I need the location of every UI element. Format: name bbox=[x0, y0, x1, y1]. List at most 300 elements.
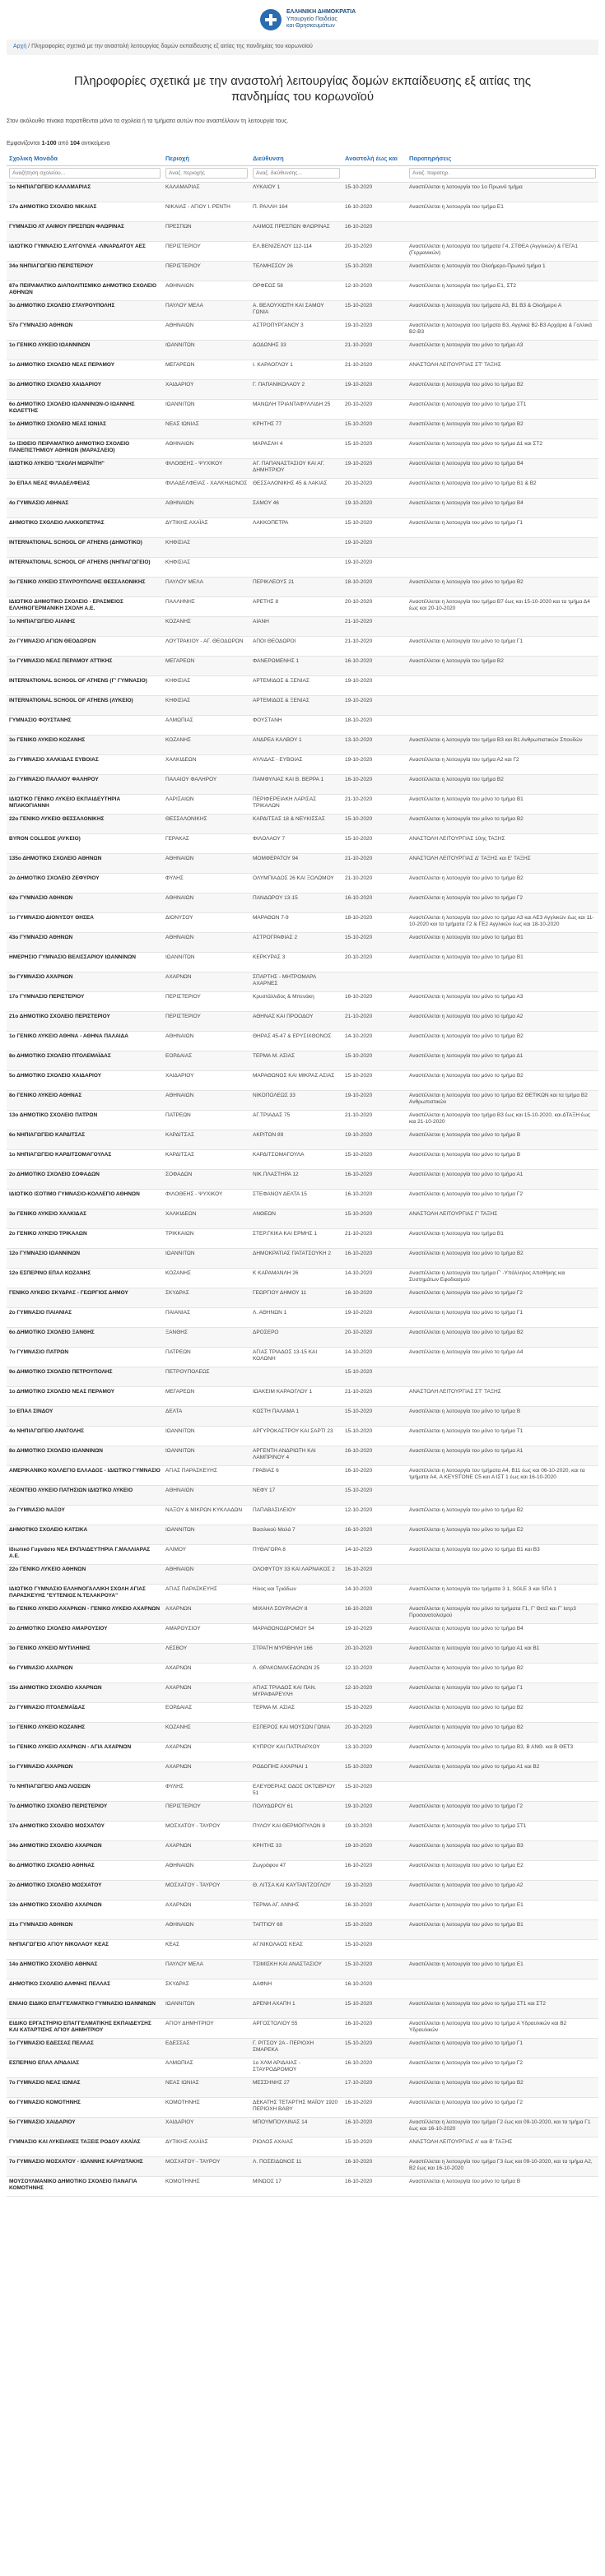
area-cell: ΧΑΙΔΑΡΙΟΥ bbox=[163, 379, 250, 399]
suspension-date-cell: 16-10-2020 bbox=[342, 1979, 407, 1998]
suspension-date-cell: 15-10-2020 bbox=[342, 1702, 407, 1722]
school-name-cell: ΕΙΔΙΚΟ ΕΡΓΑΣΤΗΡΙΟ ΕΠΑΓΓΕΛΜΑΤΙΚΗΣ ΕΚΠΑΙΔΕΥΣΗΣ ΚΑΙ ΚΑΤΑΡΤΙΣΗΣ ΑΓΙΟΥ ΔΗΜΗΤΡΙΟΥ bbox=[7, 2018, 163, 2038]
notes-cell: Αναστέλλεται η λειτουργία του μόνο το τμήμα Β4 bbox=[407, 458, 598, 478]
table-row bbox=[7, 794, 598, 814]
suspension-date-cell: 19-10-2020 bbox=[342, 1801, 407, 1821]
school-name-cell: 2ο ΓΥΜΝΑΣΙΟ ΧΑΛΚΙΔΑΣ ΕΥΒΟΙΑΣ bbox=[7, 754, 163, 774]
notes-cell: Αναστέλλεται η λειτουργία του τμήμα Γ2 έως και 09-10-2020, και τα τμήμα Γ1 έως και 16-10-2020 bbox=[407, 2117, 598, 2137]
suspension-date-cell: 17-10-2020 bbox=[342, 2077, 407, 2097]
notes-cell: Αναστέλλεται η λειτουργία του μόνο το τμήμα Α1 και Β2 bbox=[407, 1761, 598, 1781]
notes-cell: Αναστέλλεται η λειτουργία του μόνο το τμήμα Β2 bbox=[407, 577, 598, 596]
address-cell: ΠΥΛΟΥ ΚΑΙ ΘΕΡΜΟΠΥΛΩΝ 8 bbox=[250, 1821, 342, 1840]
notes-cell: ΑΝΑΣΤΟΛΗ ΛΕΙΤΟΥΡΓΙΑΣ Γ' ΤΑΞΗΣ bbox=[407, 1209, 598, 1228]
notes-cell: Αναστέλλεται η λειτουργία του μόνο το τμήμα Γ2 bbox=[407, 893, 598, 912]
address-cell: ΑΓ.ΤΡΙΑΔΑΣ 75 bbox=[250, 1110, 342, 1130]
address-cell: ΤΕΛΜΗΣΣΟΥ 26 bbox=[250, 261, 342, 281]
notes-cell bbox=[407, 972, 598, 991]
school-name-cell: 1ο ΙΣΙΘΕΙΟ ΠΕΙΡΑΜΑΤΙΚΟ ΔΗΜΟΤΙΚΟ ΣΧΟΛΕΙΟ ΠΑΝΕΠΙΣΤΗΜΙΟΥ ΑΘΗΝΩΝ (ΜΑΡΑΣΛΕΙΟ) bbox=[7, 439, 163, 458]
school-name-cell: 7ο ΓΥΜΝΑΣΙΟ ΠΑΤΡΩΝ bbox=[7, 1347, 163, 1367]
school-name-cell: ΕΝΙΑΙΟ ΕΙΔΙΚΟ ΕΠΑΓΓΕΛΜΑΤΙΚΟ ΓΥΜΝΑΣΙΟ ΙΩΑΝΝΙΝΩΝ bbox=[7, 1998, 163, 2018]
school-name-cell: 3ο ΓΕΝΙΚΟ ΛΥΚΕΙΟ ΜΥΤΙΛΗΝΗΣ bbox=[7, 1643, 163, 1663]
table-row bbox=[7, 1900, 598, 1919]
table-row bbox=[7, 300, 598, 320]
school-name-cell: ΙΔΙΩΤΙΚΟ ΓΥΜΝΑΣΙΟ ΕΛΛΗΝΟΓΑΛΛΙΚΗ ΣΧΟΛΗ ΑΓΙΑΣ ΠΑΡΑΣΚΕΥΗΣ "ΕΥΤΕΝΙΟΣ Ν.ΤΕΛΑΚΡΟΥΑ" bbox=[7, 1584, 163, 1604]
school-name-cell: ΓΥΜΝΑΣΙΟ ΚΑΙ ΛΥΚΕΙΑΚΕΣ ΤΑΞΕΙΣ ΡΟΔΟΥ ΑΧΑΪΑΣ bbox=[7, 2137, 163, 2156]
suspension-date-cell: 21-10-2020 bbox=[342, 1110, 407, 1130]
notes-cell bbox=[407, 1939, 598, 1959]
column-header-school[interactable]: Σχολική Μονάδα bbox=[7, 152, 163, 165]
column-header-address[interactable]: Διεύθυνση bbox=[250, 152, 342, 165]
notes-cell: Αναστέλλεται η λειτουργία του μόνο το τμήμα Β2 bbox=[407, 814, 598, 833]
area-cell: ΑΧΑΡΝΩΝ bbox=[163, 1900, 250, 1919]
address-cell: ΜΑΡΑΣΛΗ 4 bbox=[250, 439, 342, 458]
table-row bbox=[7, 340, 598, 360]
school-name-cell: 8ο ΔΗΜΟΤΙΚΟ ΣΧΟΛΕΙΟ ΙΩΑΝΝΙΝΩΝ bbox=[7, 1446, 163, 1465]
area-cell: ΘΕΣΣΑΛΟΝΙΚΗΣ bbox=[163, 814, 250, 833]
school-name-cell: 1ο ΓΕΝΙΚΟ ΛΥΚΕΙΟ ΚΟΖΑΝΗΣ bbox=[7, 1722, 163, 1742]
suspension-date-cell: 19-10-2020 bbox=[342, 1821, 407, 1840]
address-cell: ΠΟΛΥΔΩΡΟΥ 61 bbox=[250, 1801, 342, 1821]
address-cell: ΚΡΗΤΗΣ 77 bbox=[250, 419, 342, 439]
area-cell: ΦΥΛΗΣ bbox=[163, 1781, 250, 1801]
table-row bbox=[7, 221, 598, 241]
suspension-date-cell: 15-10-2020 bbox=[342, 1781, 407, 1801]
area-cell: ΠΑΤΡΕΩΝ bbox=[163, 1347, 250, 1367]
table-row bbox=[7, 2018, 598, 2038]
notes-cell bbox=[407, 1564, 598, 1584]
suspension-date-cell: 16-10-2020 bbox=[342, 2117, 407, 2137]
suspension-date-cell: 15-10-2020 bbox=[342, 518, 407, 537]
notes-cell: ΑΝΑΣΤΟΛΗ ΛΕΙΤΟΥΡΓΙΑΣ ΣΤ' ΤΑΞΗΣ bbox=[407, 1386, 598, 1406]
table-row bbox=[7, 814, 598, 833]
table-row bbox=[7, 952, 598, 972]
school-name-cell: 13ο ΔΗΜΟΤΙΚΟ ΣΧΟΛΕΙΟ ΠΑΤΡΩΝ bbox=[7, 1110, 163, 1130]
notes-cell: Αναστέλλεται η λειτουργία του μόνο το τμήμα Β bbox=[407, 1406, 598, 1426]
count-suffix: αντικείμενα bbox=[81, 140, 110, 146]
address-cell: 1ο ΧΛΜ ΑΡΙΔΑΙΑΣ - ΣΤΑΥΡΟΔΡΟΜΟΥ bbox=[250, 2058, 342, 2077]
address-cell: ΝΙΚ.ΠΛΑΣΤΗΡΑ 12 bbox=[250, 1169, 342, 1189]
suspension-date-cell: 19-10-2020 bbox=[342, 1840, 407, 1860]
suspension-date-cell: 15-10-2020 bbox=[342, 1919, 407, 1939]
area-cell: ΙΩΑΝΝΙΤΩΝ bbox=[163, 1248, 250, 1268]
notes-cell: Αναστέλλεται η λειτουργία του μόνο το τμήμα Β2 bbox=[407, 1070, 598, 1090]
table-row bbox=[7, 1307, 598, 1327]
table-row bbox=[7, 1347, 598, 1367]
suspension-date-cell: 19-10-2020 bbox=[342, 458, 407, 478]
notes-cell: Αναστέλλεται η λειτουργία του μόνο το τμήμα Α1 bbox=[407, 1169, 598, 1189]
table-row bbox=[7, 1110, 598, 1130]
notes-cell: Αναστέλλεται η λειτουργία του μόνο το τμήμα Β2 bbox=[407, 1722, 598, 1742]
area-cell: ΑΘΗΝΑΙΩΝ bbox=[163, 1564, 250, 1584]
area-cell: ΑΘΗΝΑΙΩΝ bbox=[163, 1031, 250, 1051]
table-row bbox=[7, 1742, 598, 1761]
notes-cell: Αναστέλλεται η λειτουργία του μόνο το τμήμα Δ1 bbox=[407, 1051, 598, 1070]
suspension-date-cell: 19-10-2020 bbox=[342, 537, 407, 557]
school-name-cell: 3ο ΔΗΜΟΤΙΚΟ ΣΧΟΛΕΙΟ ΣΤΑΥΡΟΥΠΟΛΗΣ bbox=[7, 300, 163, 320]
address-cell: ΡΙΟΛΟΣ ΑΧΑΙΑΣ bbox=[250, 2137, 342, 2156]
table-row bbox=[7, 1939, 598, 1959]
suspension-date-cell: 16-10-2020 bbox=[342, 202, 407, 221]
area-cell: ΚΟΖΑΝΗΣ bbox=[163, 616, 250, 636]
area-cell: ΛΑΡΙΣΑΙΩΝ bbox=[163, 794, 250, 814]
address-cell: Γ. ΡΙΤΣΟΥ 2Α - ΠΕΡΙΟΧΗ ΣΜΑΡΕΚΑ bbox=[250, 2038, 342, 2058]
table-row bbox=[7, 754, 598, 774]
address-cell: ΦΙΛΟΛΑΟΥ 7 bbox=[250, 833, 342, 853]
suspension-date-cell: 21-10-2020 bbox=[342, 1228, 407, 1248]
suspension-date-cell: 14-10-2020 bbox=[342, 1544, 407, 1564]
area-cell: ΑΘΗΝΑΙΩΝ bbox=[163, 853, 250, 873]
area-cell: ΠΑΙΑΝΙΑΣ bbox=[163, 1307, 250, 1327]
table-row bbox=[7, 1367, 598, 1386]
school-filter-input[interactable] bbox=[9, 168, 161, 179]
suspension-date-cell: 15-10-2020 bbox=[342, 1070, 407, 1090]
school-name-cell: INTERNATIONAL SCHOOL OF ATHENS (ΛΥΚΕΙΟ) bbox=[7, 695, 163, 715]
area-cell: ΜΟΣΧΑΤΟΥ - ΤΑΥΡΟΥ bbox=[163, 1880, 250, 1900]
school-name-cell: 1ο ΓΕΝΙΚΟ ΛΥΚΕΙΟ ΑΧΑΡΝΩΝ - ΑΓΙΑ ΑΧΑΡΝΩΝ bbox=[7, 1742, 163, 1761]
address-cell: Ηλιος και Τριάδων bbox=[250, 1584, 342, 1604]
area-cell: ΣΚΥΔΡΑΣ bbox=[163, 1979, 250, 1998]
address-cell: ΠΕΡΙΚΛΕΟΥΣ 21 bbox=[250, 577, 342, 596]
area-cell: ΕΔΕΣΣΑΣ bbox=[163, 2038, 250, 2058]
table-row bbox=[7, 656, 598, 675]
school-name-cell: 4ο ΓΥΜΝΑΣΙΟ ΑΘΗΝΑΣ bbox=[7, 498, 163, 518]
address-cell: ΠΑΠΑΒΑΣΙΛΕΙΟΥ bbox=[250, 1505, 342, 1525]
school-name-cell: 3ο ΓΕΝΙΚΟ ΛΥΚΕΙΟ ΣΤΑΥΡΟΥΠΟΛΗΣ ΘΕΣΣΑΛΟΝΙΚΗΣ bbox=[7, 577, 163, 596]
school-name-cell: 57ο ΓΥΜΝΑΣΙΟ ΑΘΗΝΩΝ bbox=[7, 320, 163, 340]
column-header-notes[interactable]: Παρατηρήσεις bbox=[407, 152, 598, 165]
school-name-cell: ΔΗΜΟΤΙΚΟ ΣΧΟΛΕΙΟ ΛΑΚΚΟΠΕΤΡΑΣ bbox=[7, 518, 163, 537]
notes-cell: Αναστέλλεται η λειτουργία του μόνο το τμήμα Γ2 bbox=[407, 1801, 598, 1821]
suspension-date-cell: 16-10-2020 bbox=[342, 1248, 407, 1268]
notes-cell: Αναστέλλεται η λειτουργία του τμήματα Β3, Αγγλικά Β2-Β3 Αρχάρια & Γαλλικά Β2-Β3 bbox=[407, 320, 598, 340]
table-row bbox=[7, 695, 598, 715]
address-cell: ΣΤΡΑΤΗ ΜΥΡΙΒΗΛΗ 166 bbox=[250, 1643, 342, 1663]
notes-cell: Αναστέλλεται η λειτουργία του μόνο το τμήμα Β1 bbox=[407, 1919, 598, 1939]
notes-cell: Αναστέλλεται η λειτουργία του μόνο το τμήμα Α3 bbox=[407, 340, 598, 360]
address-cell: ΘΗΡΑΣ 45-47 & ΕΡΥΣΙΧΘΟΝΟΣ bbox=[250, 1031, 342, 1051]
area-cell: ΠΑΛΑΙΟΥ ΦΑΛΗΡΟΥ bbox=[163, 774, 250, 794]
address-cell: ΑΓ.ΝΙΚΟΛΑΟΣ ΚΕΑΣ bbox=[250, 1939, 342, 1959]
table-row bbox=[7, 1327, 598, 1347]
school-name-cell: 9ο ΔΗΜΟΤΙΚΟ ΣΧΟΛΕΙΟ ΠΕΤΡΟΥΠΟΛΗΣ bbox=[7, 1367, 163, 1386]
address-cell bbox=[250, 537, 342, 557]
school-name-cell: 43ο ΓΥΜΝΑΣΙΟ ΑΘΗΝΩΝ bbox=[7, 932, 163, 952]
suspension-date-cell: 18-10-2020 bbox=[342, 577, 407, 596]
area-cell: ΔΥΤΙΚΗΣ ΑΧΑΪΑΣ bbox=[163, 518, 250, 537]
school-name-cell: 2ο ΓΥΜΝΑΣΙΟ ΠΤΟΛΕΜΑΪΔΑΣ bbox=[7, 1702, 163, 1722]
address-cell: ΡΟΔΟΠΗΣ ΑΧΑΡΝΑΙ 1 bbox=[250, 1761, 342, 1781]
area-cell: ΚΑΛΑΜΑΡΙΑΣ bbox=[163, 182, 250, 202]
school-name-cell: 15ο ΔΗΜΟΤΙΚΟ ΣΧΟΛΕΙΟ ΑΧΑΡΝΩΝ bbox=[7, 1683, 163, 1702]
address-cell: ΑΓΙΑΣ ΤΡΙΑΔΟΣ 13-15 ΚΑΙ ΚΟΛΩΝΗ bbox=[250, 1347, 342, 1367]
area-cell: ΑΧΑΡΝΩΝ bbox=[163, 1761, 250, 1781]
table-row bbox=[7, 833, 598, 853]
area-cell: ΚΟΜΟΤΗΝΗΣ bbox=[163, 2097, 250, 2117]
school-name-cell: 2ο ΔΗΜΟΤΙΚΟ ΣΧΟΛΕΙΟ ΑΜΑΡΟΥΣΙΟΥ bbox=[7, 1623, 163, 1643]
school-name-cell: ΔΗΜΟΤΙΚΟ ΣΧΟΛΕΙΟ ΔΑΦΝΗΣ ΠΕΛΛΑΣ bbox=[7, 1979, 163, 1998]
notes-cell: ΑΝΑΣΤΟΛΗ ΛΕΙΤΟΥΡΓΙΑΣ 10ης ΤΑΞΗΣ bbox=[407, 833, 598, 853]
address-cell: ΑΝΘΕΩΝ bbox=[250, 1209, 342, 1228]
notes-filter-input[interactable] bbox=[409, 168, 596, 179]
table-row bbox=[7, 577, 598, 596]
school-name-cell: 3ο ΓΕΝΙΚΟ ΛΥΚΕΙΟ ΧΑΛΚΙΔΑΣ bbox=[7, 1209, 163, 1228]
table-row bbox=[7, 1426, 598, 1446]
address-cell: ΛΑΙΜΟΣ ΠΡΕΣΠΩΝ ΦΛΩΡΙΝΑΣ bbox=[250, 221, 342, 241]
school-name-cell: ΙΔΙΩΤΙΚΟ ΔΗΜΟΤΙΚΟ ΣΧΟΛΕΙΟ - ΕΡΑΣΜΕΙΟΣ ΕΛΛΗΝΟΓΕΡΜΑΝΙΚΗ ΣΧΟΛΗ Α.Ε. bbox=[7, 596, 163, 616]
notes-cell: Αναστέλλεται η λειτουργία του μόνο το τμήμα Α Υδραυλικών και Β2 Υδραυλικών bbox=[407, 2018, 598, 2038]
suspension-date-cell: 21-10-2020 bbox=[342, 873, 407, 893]
area-cell: ΧΑΙΔΑΡΙΟΥ bbox=[163, 1070, 250, 1090]
notes-cell: Αναστέλλεται η λειτουργία του μόνο το τμήμα Β2 bbox=[407, 419, 598, 439]
area-cell: ΠΑΥΛΟΥ ΜΕΛΑ bbox=[163, 577, 250, 596]
notes-cell: Αναστέλλεται η λειτουργία του τμήμα Γ' -Υπάλληλος Αποθήκης και Συστημάτων Εφοδιασμού bbox=[407, 1268, 598, 1288]
area-cell: ΑΘΗΝΑΙΩΝ bbox=[163, 439, 250, 458]
table-row bbox=[7, 636, 598, 656]
notes-cell: Αναστέλλεται η λειτουργία του μόνο το τμήμα Γ1 bbox=[407, 636, 598, 656]
table-row bbox=[7, 1406, 598, 1426]
suspension-date-cell: 21-10-2020 bbox=[342, 340, 407, 360]
notes-cell: Αναστέλλεται η λειτουργία του μόνο το τμήμα Β3 bbox=[407, 1840, 598, 1860]
school-name-cell: 8ο ΓΕΝΙΚΟ ΛΥΚΕΙΟ ΑΘΗΝΑΣ bbox=[7, 1090, 163, 1110]
table-row bbox=[7, 1090, 598, 1110]
notes-cell: Αναστέλλεται η λειτουργία του μόνο το τμήμα Γ1 bbox=[407, 518, 598, 537]
notes-cell: Αναστέλλεται η λειτουργία του μόνο το τμήμα Α4 bbox=[407, 1347, 598, 1367]
notes-cell bbox=[407, 537, 598, 557]
address-cell: ΑΘΗΝΑΣ ΚΑΙ ΠΡΟΟΔΟΥ bbox=[250, 1011, 342, 1031]
area-cell: ΑΓΙΑΣ ΠΑΡΑΣΚΕΥΗΣ bbox=[163, 1465, 250, 1485]
column-header-area[interactable]: Περιοχή bbox=[163, 152, 250, 165]
suspension-date-cell: 16-10-2020 bbox=[342, 1465, 407, 1485]
notes-cell: Αναστέλλεται η λειτουργία του μόνο τα τμήματα Γ1, Γ' Θετ2 και Γ' Ιατρ3 Προσανατολισμού bbox=[407, 1604, 598, 1623]
area-cell: ΚΟΖΑΝΗΣ bbox=[163, 735, 250, 754]
school-name-cell: 2ο ΓΥΜΝΑΣΙΟ ΠΑΙΑΝΙΑΣ bbox=[7, 1307, 163, 1327]
table-row bbox=[7, 1505, 598, 1525]
school-name-cell: 2ο ΓΕΝΙΚΟ ΛΥΚΕΙΟ ΤΡΙΚΑΛΩΝ bbox=[7, 1228, 163, 1248]
notes-cell: Αναστέλλεται η λειτουργία του τμήματα 3 1, SGLE 3 και SΠΑ 1 bbox=[407, 1584, 598, 1604]
notes-cell: Αναστέλλεται η λειτουργία του μόνο το τμήμα Β2 bbox=[407, 2077, 598, 2097]
school-name-cell: ΓΥΜΝΑΣΙΟ ΛΤ ΛΑΙΜΟΥ ΠΡΕΣΠΩΝ ΦΛΩΡΙΝΑΣ bbox=[7, 221, 163, 241]
school-name-cell: 12ο ΕΣΠΕΡΙΝΟ ΕΠΑΛ ΚΟΖΑΝΗΣ bbox=[7, 1268, 163, 1288]
address-cell bbox=[250, 557, 342, 577]
school-name-cell: ΙΔΙΩΤΙΚΟ ΛΥΚΕΙΟ "ΣΧΟΛΗ ΜΩΡΑΪΤΗ" bbox=[7, 458, 163, 478]
area-cell: ΝΙΚΑΙΑΣ - ΑΓΙΟΥ Ι. ΡΕΝΤΗ bbox=[163, 202, 250, 221]
school-name-cell: INTERNATIONAL SCHOOL OF ATHENS (ΔΗΜΟΤΙΚΟ) bbox=[7, 537, 163, 557]
address-cell: ΑΣΤΡΟΓΡΑΦΙΑΣ 2 bbox=[250, 932, 342, 952]
table-row bbox=[7, 1011, 598, 1031]
school-name-cell: 6ο ΓΥΜΝΑΣΙΟ ΚΟΜΟΤΗΝΗΣ bbox=[7, 2097, 163, 2117]
suspension-date-cell: 12-10-2020 bbox=[342, 1663, 407, 1683]
address-cell: ΜΟΜΦΕΡΑΤΟΥ 94 bbox=[250, 853, 342, 873]
address-cell: Π. ΡΑΛΛΗ 164 bbox=[250, 202, 342, 221]
table-row bbox=[7, 1189, 598, 1209]
area-cell: ΚΑΡΔΙΤΣΑΣ bbox=[163, 1149, 250, 1169]
area-cell: ΑΛΜΩΠΙΑΣ bbox=[163, 2058, 250, 2077]
address-cell: ΑΡΓΟΣΤΟΛΙΟΥ 55 bbox=[250, 2018, 342, 2038]
table-row bbox=[7, 912, 598, 932]
school-name-cell: ΓΕΝΙΚΟ ΛΥΚΕΙΟ ΣΚΥΔΡΑΣ - ΓΕΩΡΓΙΟΣ ΔΗΜΟΥ bbox=[7, 1288, 163, 1307]
address-cell: ΦΟΥΣΤΑΝΗ bbox=[250, 715, 342, 735]
table-row bbox=[7, 1169, 598, 1189]
breadcrumb-home-link[interactable]: Αρχή bbox=[13, 44, 27, 49]
area-cell: ΚΗΦΙΣΙΑΣ bbox=[163, 695, 250, 715]
school-name-cell: 6ο ΔΗΜΟΤΙΚΟ ΣΧΟΛΕΙΟ ΙΩΑΝΝΙΝΩΝ-Ο ΙΩΑΝΝΗΣ ΚΩΛΕΤΤΗΣ bbox=[7, 399, 163, 419]
table-row bbox=[7, 1880, 598, 1900]
address-cell: Θ. ΛΙΤΣΑ ΚΑΙ ΚΑΥΤΑΝΤΖΟΓΛΟΥ bbox=[250, 1880, 342, 1900]
area-cell: ΦΙΛΟΘΕΗΣ - ΨΥΧΙΚΟΥ bbox=[163, 458, 250, 478]
area-cell: ΑΧΑΡΝΩΝ bbox=[163, 1663, 250, 1683]
notes-cell: Αναστέλλεται η λειτουργία του μόνο το τμήμα Β1 και Β3 bbox=[407, 1544, 598, 1564]
address-cell: ΟΡΦΕΩΣ 58 bbox=[250, 281, 342, 300]
area-cell: ΜΕΓΑΡΕΩΝ bbox=[163, 656, 250, 675]
area-cell: ΑΘΗΝΑΙΩΝ bbox=[163, 1919, 250, 1939]
suspension-date-cell: 19-10-2020 bbox=[342, 557, 407, 577]
area-cell: ΙΩΑΝΝΙΤΩΝ bbox=[163, 1998, 250, 2018]
notes-cell: Αναστέλλεται η λειτουργία του μόνο το τμήμα Β2 bbox=[407, 1248, 598, 1268]
notes-cell: Αναστέλλεται η λειτουργία του μόνο το τμήμα Β bbox=[407, 2176, 598, 2196]
suspension-date-cell: 15-10-2020 bbox=[342, 182, 407, 202]
suspension-date-cell: 16-10-2020 bbox=[342, 774, 407, 794]
ministry-logo-text[interactable] bbox=[286, 9, 356, 30]
suspension-date-cell: 21-10-2020 bbox=[342, 1386, 407, 1406]
notes-cell bbox=[407, 1485, 598, 1505]
address-cell: Βασιλικού Μολά 7 bbox=[250, 1525, 342, 1544]
school-name-cell: 17ο ΔΗΜΟΤΙΚΟ ΣΧΟΛΕΙΟ ΜΟΣΧΑΤΟΥ bbox=[7, 1821, 163, 1840]
area-cell: ΜΕΓΑΡΕΩΝ bbox=[163, 1386, 250, 1406]
suspension-date-cell: 16-10-2020 bbox=[342, 2097, 407, 2117]
suspension-date-cell: 15-10-2020 bbox=[342, 1426, 407, 1446]
table-row bbox=[7, 1209, 598, 1228]
table-row bbox=[7, 873, 598, 893]
school-name-cell: ΝΗΠΙΑΓΩΓΕΙΟ ΑΓΙΟΥ ΝΙΚΟΛΑΟΥ ΚΕΑΣ bbox=[7, 1939, 163, 1959]
suspension-date-cell bbox=[342, 972, 407, 991]
school-name-cell: 4ο ΝΗΠΙΑΓΩΓΕΙΟ ΑΝΑΤΟΛΗΣ bbox=[7, 1426, 163, 1446]
suspension-date-cell: 14-10-2020 bbox=[342, 1584, 407, 1604]
address-cell: ΔΑΦΝΗ bbox=[250, 1979, 342, 1998]
table-row bbox=[7, 675, 598, 695]
address-cell: Κρυστάλλιδος & Μπενάκη bbox=[250, 991, 342, 1011]
column-header-suspension-date[interactable]: Αναστολή έως και bbox=[342, 152, 407, 165]
address-cell: ΝΕΦΥ 17 bbox=[250, 1485, 342, 1505]
area-cell: ΑΘΗΝΑΙΩΝ bbox=[163, 1485, 250, 1505]
notes-cell: Αναστέλλεται η λειτουργία του μόνο το τμήμα ΣΤ1 bbox=[407, 399, 598, 419]
address-cell: ΔΟΔΩΝΗΣ 33 bbox=[250, 340, 342, 360]
table-row bbox=[7, 1031, 598, 1051]
area-cell: ΠΕΤΡΟΥΠΟΛΕΩΣ bbox=[163, 1367, 250, 1386]
notes-cell: Αναστέλλεται η λειτουργία του τμήμα Β2 bbox=[407, 656, 598, 675]
address-cell: ΓΡΑΒΙΑΣ 6 bbox=[250, 1465, 342, 1485]
school-name-cell: ΙΔΙΩΤΙΚΟ ΓΥΜΝΑΣΙΟ Σ.ΑΥΓΟΥΛΕΑ -ΛΙΝΑΡΔΑΤΟΥ ΑΕΣ bbox=[7, 241, 163, 261]
school-name-cell: 2ο ΔΗΜΟΤΙΚΟ ΣΧΟΛΕΙΟ ΖΕΦΥΡΙΟΥ bbox=[7, 873, 163, 893]
area-cell: ΔΥΤΙΚΗΣ ΑΧΑΪΑΣ bbox=[163, 2137, 250, 2156]
suspension-date-cell: 14-10-2020 bbox=[342, 1031, 407, 1051]
suspension-date-cell: 16-10-2020 bbox=[342, 2058, 407, 2077]
suspension-date-cell: 15-10-2020 bbox=[342, 1367, 407, 1386]
suspension-date-cell: 20-10-2020 bbox=[342, 596, 407, 616]
suspension-date-cell: 13-10-2020 bbox=[342, 735, 407, 754]
notes-cell: Αναστέλλεται η λειτουργία του μόνο το τμήμα Β2 bbox=[407, 379, 598, 399]
table-row bbox=[7, 557, 598, 577]
table-row bbox=[7, 419, 598, 439]
table-row bbox=[7, 1761, 598, 1781]
table-row bbox=[7, 1919, 598, 1939]
area-cell: ΧΑΙΔΑΡΙΟΥ bbox=[163, 2117, 250, 2137]
address-cell: ΤΕΡΜΑ Μ. ΑΣΙΑΣ bbox=[250, 1051, 342, 1070]
notes-cell: Αναστέλλεται η λειτουργία του τμήμα Β7 έως και 15-10-2020 και τα τμήμα Δ4 έως και 20-10-2020 bbox=[407, 596, 598, 616]
results-count bbox=[7, 141, 598, 148]
table-row bbox=[7, 853, 598, 873]
notes-cell bbox=[407, 1781, 598, 1801]
school-name-cell: 34ο ΝΗΠΙΑΓΩΓΕΙΟ ΠΕΡΙΣΤΕΡΙΟΥ bbox=[7, 261, 163, 281]
address-cell: ΠΑΜΦΥΛΙΑΣ ΚΑΙ Β. ΒΕΡΡΑ 1 bbox=[250, 774, 342, 794]
school-name-cell: 2ο ΓΥΜΝΑΣΙΟ ΝΑΞΟΥ bbox=[7, 1505, 163, 1525]
notes-cell bbox=[407, 695, 598, 715]
table-row bbox=[7, 1683, 598, 1702]
area-cell: ΙΩΑΝΝΙΤΩΝ bbox=[163, 1446, 250, 1465]
suspension-date-cell: 16-10-2020 bbox=[342, 991, 407, 1011]
address-cell: ΘΕΣΣΑΛΟΝΙΚΗΣ 45 & ΛΑΚΙΑΣ bbox=[250, 478, 342, 498]
school-name-cell: 21ο ΔΗΜΟΤΙΚΟ ΣΧΟΛΕΙΟ ΠΕΡΙΣΤΕΡΙΟΥ bbox=[7, 1011, 163, 1031]
address-cell: ΑΠΟΙ ΘΕΟΔΩΡΟΙ bbox=[250, 636, 342, 656]
school-name-cell: 6ο ΔΗΜΟΤΙΚΟ ΣΧΟΛΕΙΟ ΞΑΝΘΗΣ bbox=[7, 1327, 163, 1347]
school-name-cell: 17ο ΓΥΜΝΑΣΙΟ ΠΕΡΙΣΤΕΡΙΟΥ bbox=[7, 991, 163, 1011]
notes-cell bbox=[407, 1367, 598, 1386]
address-cell: ΕΛ.ΒΕΝΙΖΕΛΟΥ 112-114 bbox=[250, 241, 342, 261]
table-row bbox=[7, 439, 598, 458]
school-name-cell: 3ο ΔΗΜΟΤΙΚΟ ΣΧΟΛΕΙΟ ΧΑΙΔΑΡΙΟΥ bbox=[7, 379, 163, 399]
table-row bbox=[7, 1584, 598, 1604]
table-row bbox=[7, 1288, 598, 1307]
suspension-date-cell: 16-10-2020 bbox=[342, 1189, 407, 1209]
notes-cell: Αναστέλλεται η λειτουργία του μόνο το τμήμα Τ1 bbox=[407, 1426, 598, 1446]
suspension-date-cell: 15-10-2020 bbox=[342, 1939, 407, 1959]
suspension-date-cell: 21-10-2020 bbox=[342, 853, 407, 873]
notes-cell: Αναστέλλεται η λειτουργία του μόνο το τμήμα Α3 και ΑΕ3 Αγγλικών έως και 11-10-2020 και τα τμήματα Γ2 & ΓΕ2 Αγγλικών έως και 18-10-2020 bbox=[407, 912, 598, 932]
breadcrumb bbox=[7, 39, 598, 55]
school-name-cell: 1ο ΓΥΜΝΑΣΙΟ ΝΕΑΣ ΠΕΡΑΜΟΥ ΑΤΤΙΚΗΣ bbox=[7, 656, 163, 675]
area-cell: ΕΟΡΔΑΙΑΣ bbox=[163, 1051, 250, 1070]
notes-cell: Αναστέλλεται η λειτουργία του μόνο το τμήμα Β2 bbox=[407, 1031, 598, 1051]
area-cell: ΞΑΝΘΗΣ bbox=[163, 1327, 250, 1347]
address-cell: ΑΡΓΕΝΤΗ ΑΝΔΡΙΩΤΗ ΚΑΙ ΛΑΜΠΡΙΝΟΥ 4 bbox=[250, 1446, 342, 1465]
area-cell: ΦΙΛΟΘΕΗΣ - ΨΥΧΙΚΟΥ bbox=[163, 1189, 250, 1209]
notes-cell: Αναστέλλεται η λειτουργία του μόνο το τμήμα Γ2 bbox=[407, 1189, 598, 1209]
area-cell: ΑΧΑΡΝΩΝ bbox=[163, 1604, 250, 1623]
suspension-date-cell: 16-10-2020 bbox=[342, 1604, 407, 1623]
suspension-date-cell: 16-10-2020 bbox=[342, 1288, 407, 1307]
area-filter-input[interactable] bbox=[165, 168, 248, 179]
suspension-date-cell: 15-10-2020 bbox=[342, 1761, 407, 1781]
area-cell: ΙΩΑΝΝΙΤΩΝ bbox=[163, 952, 250, 972]
suspension-date-cell: 21-10-2020 bbox=[342, 1011, 407, 1031]
table-row bbox=[7, 1722, 598, 1742]
address-cell: ΔΕΚΑΤΗΣ ΤΕΤΑΡΤΗΣ ΜΑΪΟΥ 1920 ΠΕΡΙΟΧΗ ΒΑΘΥ bbox=[250, 2097, 342, 2117]
school-name-cell: 3ο ΕΠΑΛ ΝΕΑΣ ΦΙΛΑΔΕΛΦΕΙΑΣ bbox=[7, 478, 163, 498]
area-cell: ΚΗΦΙΣΙΑΣ bbox=[163, 675, 250, 695]
table-row bbox=[7, 1149, 598, 1169]
area-cell: ΑΧΑΡΝΩΝ bbox=[163, 972, 250, 991]
area-cell: ΝΕΑΣ ΙΩΝΙΑΣ bbox=[163, 2077, 250, 2097]
area-cell: ΚΗΦΙΣΙΑΣ bbox=[163, 557, 250, 577]
table-row bbox=[7, 360, 598, 379]
address-cell: ΜΑΡΑΘΩΝΟΔΡΟΜΟΥ 54 bbox=[250, 1623, 342, 1643]
count-range: 1-100 bbox=[41, 140, 57, 146]
address-filter-input[interactable] bbox=[253, 168, 340, 179]
area-cell: ΑΘΗΝΑΙΩΝ bbox=[163, 1090, 250, 1110]
area-cell: ΠΑΥΛΟΥ ΜΕΛΑ bbox=[163, 300, 250, 320]
suspension-date-cell: 18-10-2020 bbox=[342, 912, 407, 932]
address-cell: ΑΝΔΡΕΑ ΚΑΛΒΟΥ 1 bbox=[250, 735, 342, 754]
suspension-date-cell: 15-10-2020 bbox=[342, 932, 407, 952]
